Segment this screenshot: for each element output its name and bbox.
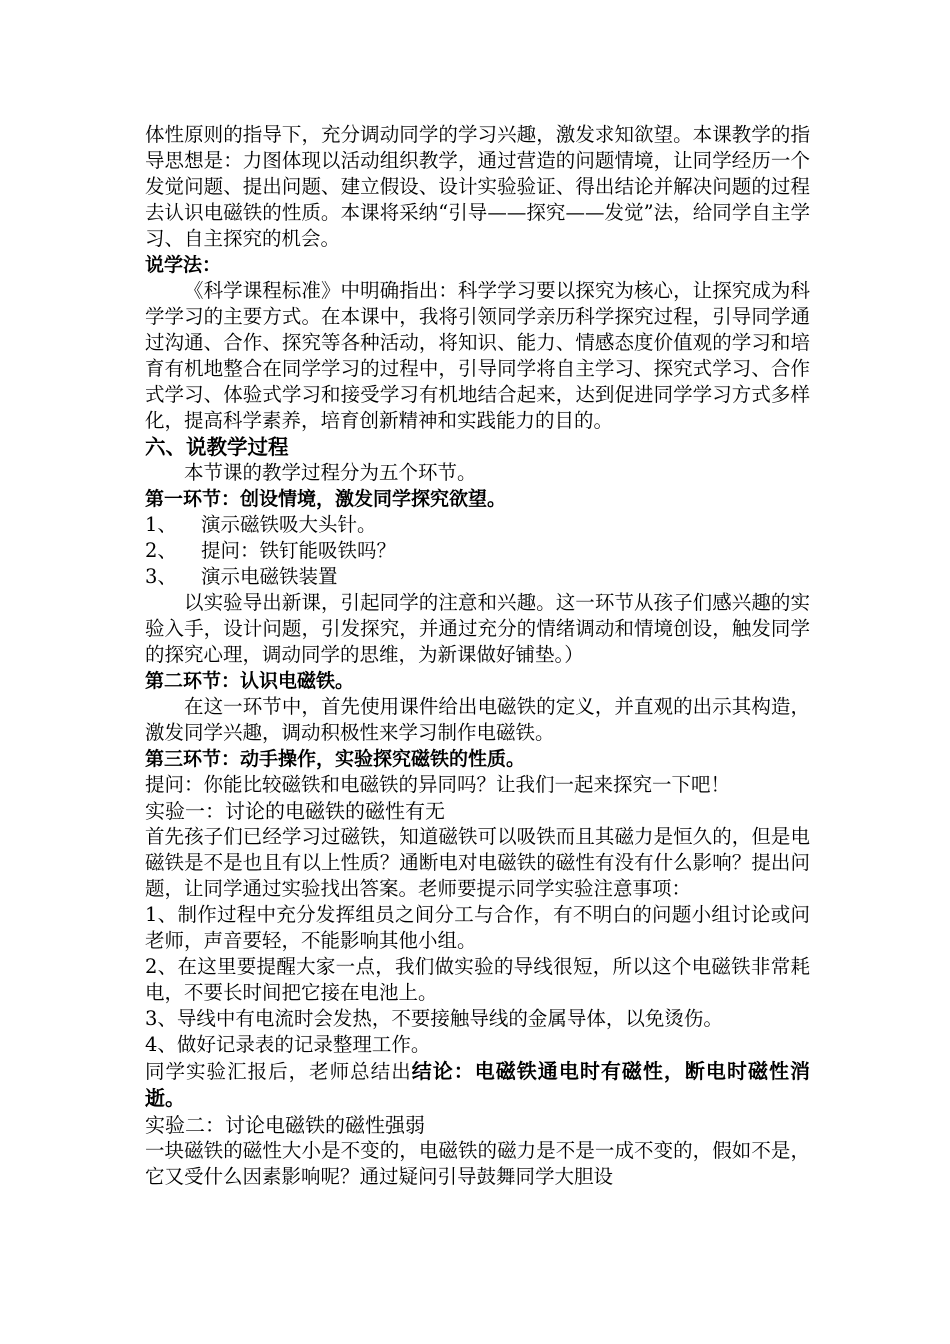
list-item-text: 演示电磁铁装置 [201,565,338,588]
process-intro: 本节课的教学过程分为五个环节。 [184,461,477,484]
stage3-question: 提问：你能比较磁铁和电磁铁的异同吗？让我们一起来探究一下吧！ [145,773,731,796]
exp2-heading: 实验二：讨论电磁铁的磁性强弱 [145,1113,425,1137]
exp1-note: 2、在这里要提醒大家一点，我们做实验的导线很短，所以这个电磁铁非常耗电，不要长时间把它接在电池上。 [145,955,810,1004]
list-item-number: 2、 [145,539,177,562]
exp1-note: 4、做好记录表的记录整理工作。 [145,1033,431,1056]
list-item [145,564,810,590]
conclusion-text: 结论：电磁铁通电时有磁性，断电时磁性消逝。 [145,1059,810,1110]
list-item-number: 1、 [145,513,177,536]
process-heading: 六、说教学过程 [145,435,289,459]
stage3-heading: 第三环节：动手操作，实验探究磁铁的性质。 [145,748,526,770]
list-item-text: 提问：铁钉能吸铁吗？ [201,539,397,562]
stage1-heading: 第一环节：创设情境，激发同学探究欲望。 [145,488,507,510]
list-item [145,512,810,538]
study-method-heading: 说学法： [145,254,222,276]
conclusion-lead: 同学实验汇报后，老师总结出 [145,1060,412,1083]
list-item-number: 3、 [145,565,177,588]
list-item-text: 演示磁铁吸大头针。 [201,513,377,536]
exp1-body: 首先孩子们已经学习过磁铁，知道磁铁可以吸铁而且其磁力是恒久的，但是电磁铁是不是也且有以上性质？通断电对电磁铁的磁性有没有什么影响？提出问题，让同学通过实验找出答案。老师要提示同学实验注意事项： [145,825,810,900]
stage2-body: 在这一环节中，首先使用课件给出电磁铁的定义，并直观的出示其构造，激发同学兴趣，调动积极性来学习制作电磁铁。 [145,695,810,744]
exp1-heading: 实验一：讨论的电磁铁的磁性有无 [145,799,445,823]
exp1-note: 3、导线中有电流时会发热，不要接触导线的金属导体，以免烫伤。 [145,1007,723,1030]
stage1-body: 以实验导出新课，引起同学的注意和兴趣。这一环节从孩子们感兴趣的实验入手，设计问题，引发探究，并通过充分的情绪调动和情境创设，触发同学的探究心理，调动同学的思维，为新课做好铺垫。） [145,591,810,666]
stage2-heading: 第二环节：认识电磁铁。 [145,670,355,692]
study-method-body: 《科学课程标准》中明确指出：科学学习要以探究为核心，让探究成为科学学习的主要方式。在本课中，我将引领同学亲历科学探究过程，引导同学通过沟通、合作、探究等各种活动，将知识、能力、情感态度价值观的学习和培育有机地整合在同学学习的过程中，引导同学将自主学习、探究式学习、合作式学习、体验式学习和接受学习有机地结合起来，达到促进同学学习方式多样化，提高科学素养，培育创新精神和实践能力的目的。 [145,279,810,432]
exp1-note: 1、制作过程中充分发挥组员之间分工与合作，有不明白的问题小组讨论或问老师，声音要轻，不能影响其他小组。 [145,903,810,952]
list-item [145,538,810,564]
exp1-conclusion [145,1058,810,1112]
document-page [145,122,810,1190]
exp2-body: 一块磁铁的磁性大小是不变的，电磁铁的磁力是不是一成不变的，假如不是，它又受什么因素影响呢？通过疑问引导鼓舞同学大胆设 [145,1139,810,1188]
intro-paragraph: 体性原则的指导下，充分调动同学的学习兴趣，激发求知欲望。本课教学的指导思想是：力图体现以活动组织教学，通过营造的问题情境，让同学经历一个发觉问题、提出问题、建立假设、设计实验验证、得出结论并解决问题的过程去认识电磁铁的性质。本课将采纳“引导——探究——发觉”法，给同学自主学习、自主探究的机会。 [145,123,810,250]
